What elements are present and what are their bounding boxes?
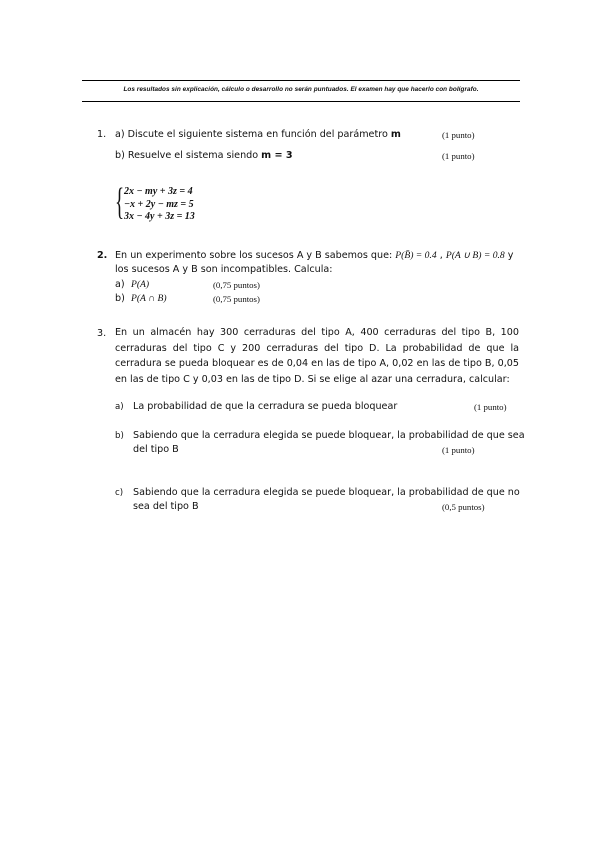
question-2b-label: b) [115, 293, 125, 304]
equation-1: 2x − my + 3z = 4 [124, 186, 193, 197]
condition-p-a-union-b: P(A ∪ B) = 0.8 [445, 250, 505, 261]
question-3-statement: En un almacén hay 300 cerraduras del tipo A, 400 cerraduras del tipo B, 100 cerraduras del tipo C y 200 cerraduras del tipo D. La probabilidad de que la cerradura se pueda bloquear es de 0,04 en las de tipo A, 0,02 en las de tipo B, 0,05 en las de tipo C y 0,03 en las de tipo D. Si se elige al azar una cerradura, calcular: [115, 327, 519, 385]
question-2-line1 [115, 250, 513, 262]
question-2a-points: (0,75 puntos) [213, 280, 260, 290]
question-1b [115, 150, 293, 162]
condition-p-b-complement: P(B̄) = 0.4 [395, 250, 437, 261]
question-3b-text-line2: del tipo B [133, 444, 179, 455]
question-3b-text-line1: Sabiendo que la cerradura elegida se puede bloquear, la probabilidad de que sea [133, 430, 525, 441]
question-3b-points: (1 punto) [442, 445, 475, 455]
question-2b-points: (0,75 puntos) [213, 294, 260, 304]
question-3a-points: (1 punto) [474, 402, 507, 412]
system-brace: { [115, 181, 125, 223]
question-3c-text-line2: sea del tipo B [133, 501, 199, 512]
equation-system [115, 181, 195, 223]
question-1a-points: (1 punto) [442, 130, 475, 140]
question-3a-text: La probabilidad de que la cerradura se pueda bloquear [133, 401, 398, 412]
question-1a-text: a) Discute el siguiente sistema en función del parámetro [115, 129, 391, 140]
question-1a [115, 129, 401, 141]
condition-separator: , [436, 250, 446, 261]
question-2b-expr: P(A ∩ B) [131, 293, 167, 304]
question-3-number: 3. [97, 328, 107, 339]
question-1b-points: (1 punto) [442, 151, 475, 161]
question-3c-text-line1: Sabiendo que la cerradura elegida se puede bloquear, la probabilidad de que no [133, 487, 520, 498]
header-instructions: Los resultados sin explicación, cálculo o desarrollo no serán puntuados. El examen hay que hacerlo con bolígrafo. [123, 86, 479, 93]
header-top-rule [82, 80, 520, 81]
question-1b-value: m = 3 [261, 150, 293, 161]
equation-2: −x + 2y − mz = 5 [124, 198, 194, 210]
question-2-intro: En un experimento sobre los sucesos A y B sabemos que: [115, 250, 393, 261]
question-2-line1-tail: y [504, 250, 514, 261]
question-3a-label: a) [115, 402, 124, 412]
question-2-line2: los sucesos A y B son incompatibles. Calcula: [115, 264, 333, 275]
question-1a-param: m [390, 129, 401, 140]
question-3b-label: b) [115, 431, 124, 441]
question-1-number: 1. [97, 129, 107, 140]
question-3c-label: c) [115, 488, 124, 498]
question-2a-expr: P(A) [131, 279, 150, 290]
header-bottom-rule [82, 101, 520, 102]
question-3c-points: (0,5 puntos) [442, 502, 485, 512]
question-2-number: 2. [97, 250, 108, 261]
question-1b-text: b) Resuelve el sistema siendo [115, 150, 262, 161]
equation-3: 3x − 4y + 3z = 13 [124, 211, 195, 222]
question-2a-label: a) [115, 279, 125, 290]
